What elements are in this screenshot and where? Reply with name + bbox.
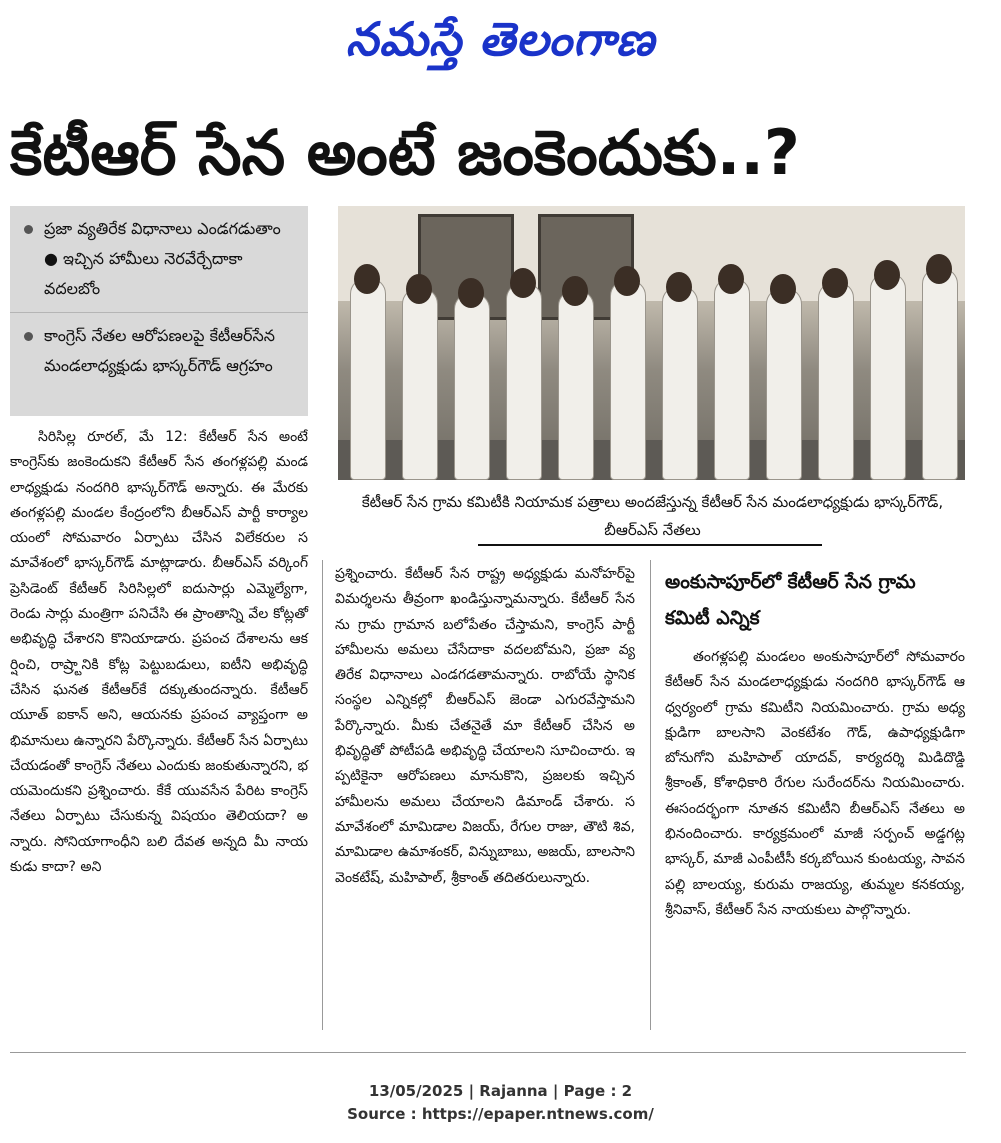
news-photo <box>338 206 965 480</box>
photo-person <box>870 273 906 480</box>
photo-head <box>770 274 796 304</box>
footer-source: Source : https://epaper.ntnews.com/ <box>347 1105 654 1123</box>
bullet-icon <box>24 225 33 234</box>
photo-head <box>562 276 588 306</box>
highlight-item <box>10 312 308 389</box>
photo-person <box>454 293 490 480</box>
footer-meta: 13/05/2025 | Rajanna | Page : 2 <box>368 1082 633 1100</box>
photo-person <box>558 290 594 480</box>
highlights-box <box>10 206 308 416</box>
photo-head <box>406 274 432 304</box>
photo-person <box>402 288 438 480</box>
photo-person <box>818 282 854 480</box>
photo-head <box>874 260 900 290</box>
sub-headline: అంకుసాపూర్‌లో కేటీఆర్ సేన గ్రామ కమిటీ ఎన్నిక <box>665 571 916 629</box>
photo-person <box>506 283 542 480</box>
photo-head <box>614 266 640 296</box>
column-divider <box>322 560 323 1030</box>
photo-head <box>926 254 952 284</box>
photo-caption: కేటీఆర్ సేన గ్రామ కమిటీకి నియామక పత్రాలు అందజేస్తున్న కేటీఆర్ సేన మండలాధ్యక్షుడు భాస్కర్‌గౌడ్, బీఆర్‌ఎస్ నేతలు <box>361 493 944 539</box>
article-column-3: తంగళ్లపల్లి మండలం అంకుసాపూర్‌లో సోమవారం కేటీఆర్ సేన మండలాధ్యక్షుడు నందగిరి భాస్కర్‌గౌడ్ ఆధ్వర్యంలో గ్రామ కమిటీని నియమించారు. గ్రామ అధ్యక్షుడిగా బాలసాని వెంకటేశం గౌడ్, ఉపాధ్యక్షుడిగా బోనుగోని మహిపాల్ యాదవ్, కార్యదర్శి మిడిదొడ్డి శ్రీకాంత్, కోశాధికారి రేగుల సురేందర్‌ను నియమించారు. ఈసందర్భంగా నూతన కమిటీని బీఆర్‌ఎస్ నేతలు అభినందించారు. కార్యక్రమంలో మాజీ సర్పంచ్ అడ్డగట్ల భాస్కర్, మాజీ ఎంపీటీసీ కర్కబోయిన కుంటయ్య, సావనపల్లి బాలయ్య, కురుమ రాజయ్య, తుమ్మల కనకయ్య, శ్రీనివాస్, కేటీఆర్ సేన నాయకులు పాల్గొన్నారు. <box>665 649 965 918</box>
photo-person <box>922 268 958 480</box>
photo-person <box>766 288 802 480</box>
masthead-title: నమస్తే తెలంగాణ <box>345 12 656 66</box>
headline: కేటీఆర్ సేన అంటే జంకెందుకు..? <box>10 116 800 189</box>
photo-head <box>718 264 744 294</box>
article-column-1: సిరిసిల్ల రూరల్, మే 12: కేటీఆర్ సేన అంటే కాంగ్రెస్‌కు జంకెందుకని కేటీఆర్ సేన తంగళ్లపల్లి మండలాధ్యక్షుడు నందగిరి భాస్కర్‌గౌడ్ అన్నారు. ఈ మేరకు తంగళ్లపల్లి మండల కేంద్రంలోని బీఆర్‌ఎస్ పార్టీ కార్యాలయంలో సోమవారం ఏర్పాటు చేసిన విలేకరుల సమావేశంలో భాస్కర్‌గౌడ్ మాట్లాడారు. బీఆర్‌ఎస్ వర్కింగ్ ప్రెసిడెంట్ కేటీఆర్ సిరిసిల్లలో ఐదుసార్లు ఎమ్మెల్యేగా, రెండు సార్లు మంత్రిగా పనిచేసి ఈ ప్రాంతాన్ని వేల కోట్లతో అభివృద్ధి చేశారని కొనియాడారు. ప్రపంచ దేశాలను ఆకర్షించి, రాష్ర్టానికి కోట్ల పెట్టుబడులు, ఐటీని అభివృద్ధి చేసిన ఘనత కేటీఆర్‌కే దక్కుతుందన్నారు. కేటీఆర్ యూత్ ఐకాన్ అని, ఆయనకు ప్రపంచ వ్యాప్తంగా అభిమానులు ఉన్నారని పేర్కొన్నారు. కేటీఆర్ సేన ఏర్పాటు చేయడంతో కాంగ్రెస్ నేతలు ఎందుకు జంకుతున్నారని, భయమెందుకని ప్రశ్నించారు. కేకే యువసేన పేరిట కాంగ్రెస్ నేతలు ఏర్పాటు చేసుకున్న విషయం తెలియదా? అన్నారు. సోనియాగాంధీని బలి దేవత అన్నది మీ నాయకుడు కాదా? అని <box>10 429 308 876</box>
photo-head <box>510 268 536 298</box>
bullet-icon <box>24 332 33 341</box>
column-divider <box>650 560 651 1030</box>
photo-head <box>666 272 692 302</box>
photo-person <box>350 278 386 480</box>
highlight-text: కాంగ్రెస్ నేతల ఆరోపణలపై కేటీఆర్‌సేన మండలాధ్యక్షుడు భాస్కర్‌గౌడ్ ఆగ్రహం <box>44 326 276 375</box>
photo-person <box>610 280 646 480</box>
photo-person <box>714 278 750 480</box>
photo-person <box>662 286 698 480</box>
highlight-text: ప్రజా వ్యతిరేక విధానాలు ఎండగడుతాం ● ఇచ్చిన హామీలు నెరవేర్చేదాకా వదలబోం <box>44 219 281 298</box>
photo-head <box>458 278 484 308</box>
photo-head <box>354 264 380 294</box>
caption-underline <box>478 544 822 546</box>
bottom-rule <box>10 1052 966 1053</box>
highlight-item <box>10 206 308 312</box>
article-column-2: ప్రశ్నించారు. కేటీఆర్ సేన రాష్ట్ర అధ్యక్షుడు మనోహర్‌పై విమర్శలను తీవ్రంగా ఖండిస్తున్నామన్నారు. కేటీఆర్ సేనను గ్రామ గ్రామాన బలోపేతం చేస్తామని, కాంగ్రెస్ పార్టీ హామీలను అమలు చేసేదాకా వదలబోమని, ప్రజా వ్యతిరేక విధానాలు ఎండగడతామన్నారు. రాబోయే స్థానిక సంస్థల ఎన్నికల్లో బీఆర్‌ఎస్ జెండా ఎగురవేస్తామని పేర్కొన్నారు. మీకు చేతనైతే మా కేటీఆర్ చేసిన అభివృద్ధితో పోటీపడి అభివృద్ధి చేయాలని సూచించారు. ఇప్పటికైనా ఆరోపణలు మానుకొని, ప్రజలకు ఇచ్చిన హామీలను అమలు చేయాలని డిమాండ్ చేశారు. సమావేశంలో మామిడాల విజయ్, రేగుల రాజు, తౌటి శివ, మామిడాల ఉమాశంకర్, విన్నుబాబు, అజయ్, బాలసాని వెంకటేష్, మహిపాల్, శ్రీకాంత్ తదితరులున్నారు. <box>335 566 635 886</box>
photo-head <box>822 268 848 298</box>
